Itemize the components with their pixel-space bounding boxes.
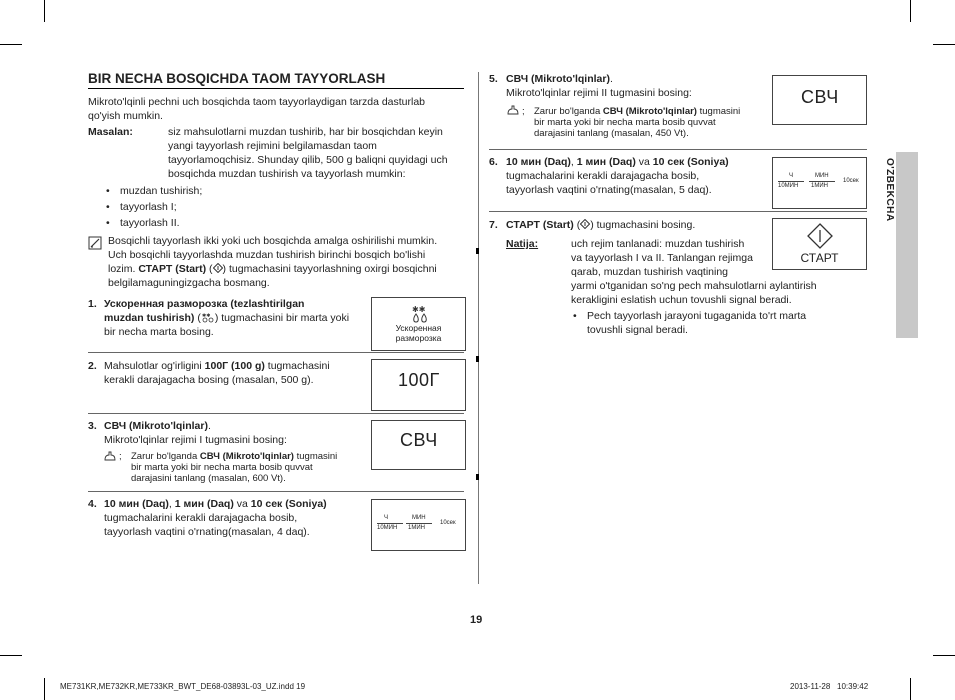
crop-mark	[910, 0, 911, 22]
list-item: • Pech tayyorlash jarayoni tugaganida to'rt marta	[587, 309, 806, 323]
timer-10sek: 10сек	[843, 178, 859, 184]
semicolon: ;	[119, 451, 122, 462]
start-diamond-icon	[807, 223, 833, 249]
footer-file: ME731KR,ME732KR,ME733KR_BWT_DE68-03893L-03_UZ.indd 19	[60, 682, 306, 691]
step-text: СВЧ (Mikroto'lqinlar).	[506, 73, 613, 85]
microwave-display	[772, 75, 867, 125]
timer-line	[406, 523, 432, 524]
defrost-label: Ускоренная	[395, 323, 442, 333]
note-text: belgilamaguningizgacha bosmang.	[108, 277, 270, 289]
title-underline	[88, 88, 464, 89]
step-text: СВЧ (Mikroto'lqinlar).	[104, 420, 211, 432]
step-separator	[88, 491, 464, 492]
weight-display	[371, 359, 466, 411]
list-item: tovushli signal beradi.	[587, 324, 688, 336]
timer-label: Ч	[384, 515, 388, 521]
start-button-illustration	[772, 218, 867, 270]
start-label: СТАРТ	[800, 251, 839, 265]
result-text: qarab, muzdan tushirish vaqtining	[571, 266, 729, 278]
step-text: bir necha marta bosing.	[104, 326, 214, 338]
step-text: tayyorlash vaqtini o'rnating(masalan, 5 daq).	[506, 184, 712, 196]
timer-10min: 10МИН	[377, 525, 398, 531]
list-item: • muzdan tushirish;	[120, 184, 202, 198]
step-text: kerakli darajagacha bosing (masalan, 500 g).	[104, 374, 314, 386]
hand-note-icon	[103, 450, 117, 462]
result-label: Natija:	[506, 238, 539, 250]
timer-label: МИН	[815, 173, 829, 179]
step-number: 4.	[88, 498, 97, 510]
timer-label: Ч	[789, 173, 793, 179]
step-text: 10 мин (Daq), 1 мин (Daq) va 10 сек (Soniya)	[506, 156, 729, 168]
step-separator	[489, 211, 867, 212]
timer-line	[809, 181, 835, 182]
step-text: tugmachalarini kerakli darajagacha bosib,	[506, 170, 700, 182]
timer-buttons-illustration	[371, 499, 466, 551]
result-text: yarmi o'tganidan so'ng pech mahsulotlarni aylantirish	[571, 280, 817, 292]
start-icon	[213, 263, 223, 273]
divider-tick	[476, 474, 479, 480]
note-text: Bosqichli tayyorlash ikki yoki uch bosqichda amalga oshirilishi mumkin.	[108, 235, 438, 247]
footer-date: 2013-11-28 10:39:42	[790, 682, 869, 691]
timer-buttons-illustration	[772, 157, 867, 209]
note-text: lozim. СТАРТ (Start) ( ) tugmachasini tayyorlashning oxirgi bosqichni	[108, 263, 437, 275]
step-note: bir marta yoki bir necha marta bosib quvvat	[131, 462, 313, 473]
start-icon	[580, 219, 590, 229]
step-text: tugmachalarini kerakli darajagacha bosib,	[104, 512, 298, 524]
crop-mark	[933, 655, 955, 656]
defrost-icon	[201, 312, 215, 323]
step-text: Mikroto'lqinlar rejimi II tugmasini bosing:	[506, 87, 692, 99]
step-note: Zarur bo'lganda СВЧ (Mikroto'lqinlar) tugmasini	[534, 106, 741, 117]
crop-mark	[44, 678, 45, 700]
example-text: tayyorlamoqchisiz. Shunday qilib, 500 g baliqni quyidagi uch	[168, 154, 448, 166]
list-item: • tayyorlash I;	[120, 200, 177, 214]
step-number: 1.	[88, 298, 97, 310]
crop-mark	[933, 44, 955, 45]
step-text: 10 мин (Daq), 1 мин (Daq) va 10 сек (Soniya)	[104, 498, 327, 510]
step-text: Mikroto'lqinlar rejimi I tugmasini bosing:	[104, 434, 287, 446]
result-text: va tayyorlash I va II. Tanlangan rejimga	[571, 252, 753, 264]
step-text: muzdan tushirish) ( ✱✱ ) tugmachasini bir marta yoki	[104, 312, 350, 324]
list-item: • tayyorlash II.	[120, 216, 180, 230]
timer-1min: 1МИН	[408, 525, 425, 531]
crop-mark	[0, 655, 22, 656]
display-value: СВЧ	[400, 430, 438, 450]
defrost-label: разморозка	[395, 333, 442, 343]
step-note: Zarur bo'lganda СВЧ (Mikroto'lqinlar) tugmasini	[131, 451, 338, 462]
step-separator	[489, 149, 867, 150]
step-number: 5.	[489, 73, 498, 85]
crop-mark	[44, 0, 45, 22]
semicolon: ;	[522, 106, 525, 117]
page-number: 19	[470, 614, 483, 626]
column-divider	[478, 72, 479, 584]
intro-text: Mikroto'lqinli pechni uch bosqichda taom tayyorlaydigan tarzda dasturlab qo'yish mumkin.	[88, 96, 426, 122]
crop-mark	[910, 678, 911, 700]
timer-line	[377, 523, 403, 524]
microwave-display	[371, 420, 466, 470]
step-number: 3.	[88, 420, 97, 432]
result-text: kerakligini eslatish uchun tovushli signal beradi.	[571, 294, 792, 306]
timer-line	[778, 181, 804, 182]
defrost-button-illustration	[371, 297, 466, 351]
svg-text:✱✱: ✱✱	[412, 305, 426, 314]
example-text: siz mahsulotlarni muzdan tushirib, har bir bosqichdan keyin	[168, 126, 443, 138]
step-number: 7.	[489, 219, 498, 231]
step-number: 2.	[88, 360, 97, 372]
example-text: bosqichda muzdan tushirish va tayyorlash mumkin:	[168, 168, 406, 180]
display-value: СВЧ	[801, 87, 839, 107]
display-value: 100Г	[398, 370, 440, 390]
example-label: Masalan:	[88, 126, 133, 138]
page-title: BIR NECHA BOSQICHDA TAOM TAYYORLASH	[88, 71, 386, 86]
step-separator	[88, 413, 464, 414]
step-note: bir marta yoki bir necha marta bosib quvvat	[534, 117, 716, 128]
step-text: Ускоренная разморозка (tezlashtirilgan	[104, 298, 305, 310]
timer-10min: 10МИН	[778, 183, 799, 189]
step-separator	[88, 352, 464, 353]
svg-text:✱✱: ✱✱	[201, 313, 211, 319]
note-icon	[88, 236, 102, 250]
step-note: darajasini tanlang (masalan, 450 Vt).	[534, 128, 689, 139]
note-text: Uch bosqichli tayyorlashda muzdan tushirish birinchi bosqich bo'lishi	[108, 249, 426, 261]
step-text: tayyorlash vaqtini o'rnating(masalan, 4 daq).	[104, 526, 310, 538]
hand-note-icon	[506, 104, 520, 116]
step-text: Mahsulotlar og'irligini 100Г (100 g) tugmachasini	[104, 360, 330, 372]
result-text: uch rejim tanlanadi: muzdan tushirish	[571, 238, 745, 250]
divider-tick	[476, 248, 479, 254]
language-label: O'ZBEKCHA	[884, 158, 895, 222]
timer-1min: 1МИН	[811, 183, 828, 189]
step-note: darajasini tanlang (masalan, 600 Vt).	[131, 473, 286, 484]
divider-tick	[476, 356, 479, 362]
timer-10sek: 10сек	[440, 520, 456, 526]
step-number: 6.	[489, 156, 498, 168]
step-text: СТАРТ (Start) ( ) tugmachasini bosing.	[506, 219, 696, 231]
timer-label: МИН	[412, 515, 426, 521]
defrost-icon	[410, 304, 430, 324]
example-text: yangi tayyorlash rejimini belgilamasdan taom	[168, 140, 377, 152]
crop-mark	[0, 44, 22, 45]
